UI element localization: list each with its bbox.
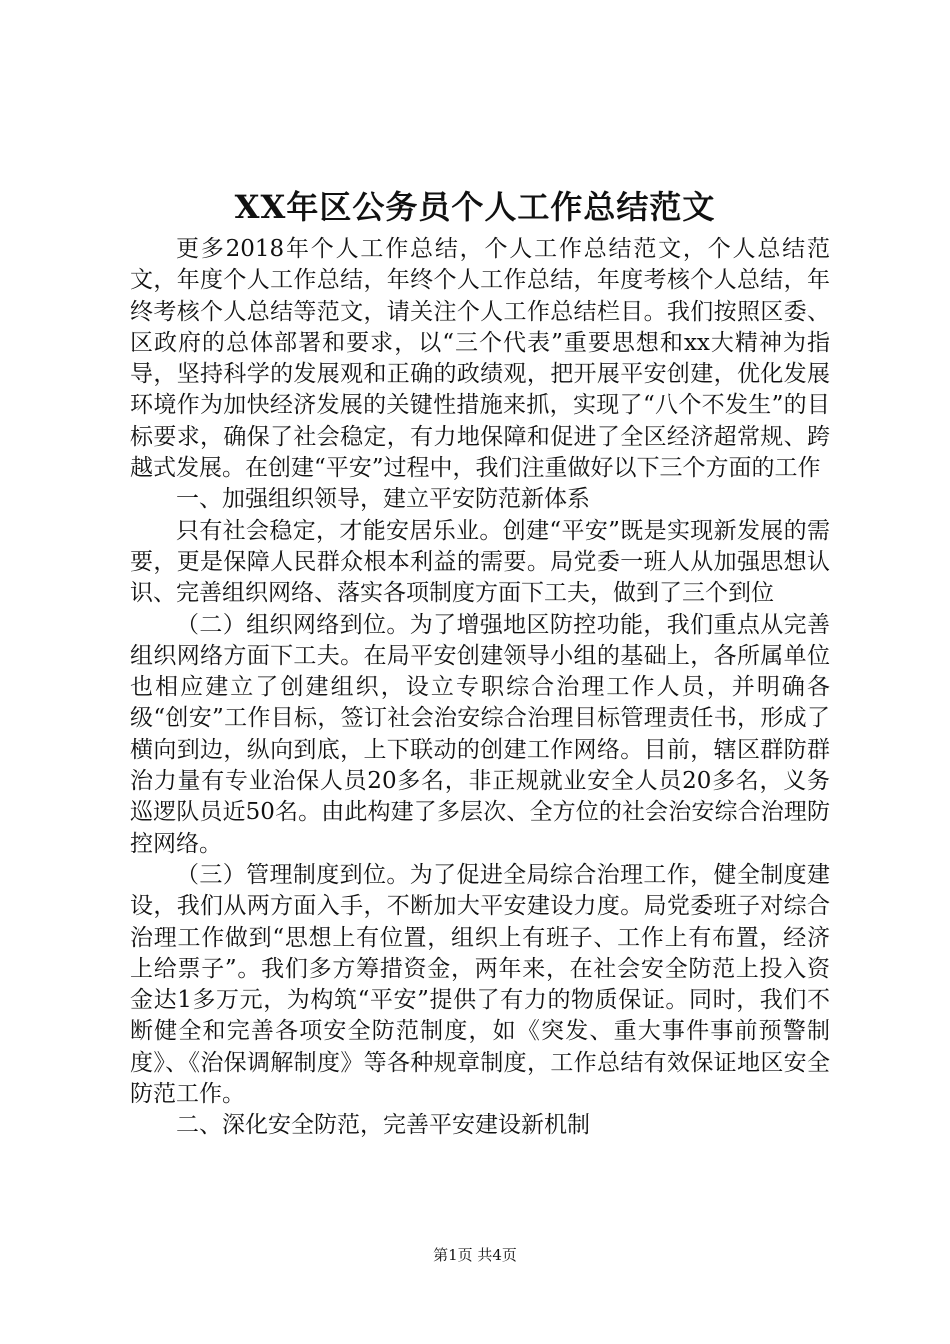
- section-heading-1: 一、加强组织领导，建立平安防范新体系: [176, 486, 590, 513]
- paragraph-system: （三）管理制度到位。为了促进全局综合治理工作，健全制度建设，我们从两方面入手，不断加大平安建设力度。局党委班子对综合治理工作做到“思想上有位置，组织上有班子、工作上有布置，经济上给票子”。我们多方筹措资金，两年来，在社会安全防范上投入资金达1多万元，为构筑“平安”提供了有力的物质保证。同时，我们不断健全和完善各项安全防范制度，如《突发、重大事件事前预警制度》、《治保调解制度》等各种规章制度，工作总结有效保证地区安全防范工作。: [130, 861, 830, 1108]
- paragraph-stability: 只有社会稳定，才能安居乐业。创建“平安”既是实现新发展的需要，更是保障人民群众根本利益的需要。局党委一班人从加强思想认识、完善组织网络、落实各项制度方面下工夫，做到了三个到位: [130, 517, 830, 607]
- document-body: [130, 234, 830, 1142]
- paragraph-intro: 更多2018年个人工作总结，个人工作总结范文，个人总结范文，年度个人工作总结，年终个人工作总结，年度考核个人总结，年终考核个人总结等范文，请关注个人工作总结栏目。我们按照区委、区政府的总体部署和要求，以“三个代表”重要思想和xx大精神为指导，坚持科学的发展观和正确的政绩观，把开展平安创建，优化发展环境作为加快经济发展的关键性措施来抓，实现了“八个不发生”的目标要求，确保了社会稳定，有力地保障和促进了全区经济超常规、跨越式发展。在创建“平安”过程中，我们注重做好以下三个方面的工作: [130, 236, 830, 482]
- page-number-footer: 第1页 共4页: [433, 1246, 517, 1264]
- paragraph-network: （二）组织网络到位。为了增强地区防控功能，我们重点从完善组织网络方面下工夫。在局平安创建领导小组的基础上，各所属单位也相应建立了创建组织，设立专职综合治理工作人员，并明确各级“创安”工作目标，签订社会治安综合治理目标管理责任书，形成了横向到边，纵向到底，上下联动的创建工作网络。目前，辖区群防群治力量有专业治保人员20多名，非正规就业安全人员20多名，义务巡逻队员近50名。由此构建了多层次、全方位的社会治安综合治理防控网络。: [130, 611, 830, 857]
- document-title: XX年区公务员个人工作总结范文: [234, 188, 716, 226]
- section-heading-2: 二、深化安全防范，完善平安建设新机制: [176, 1112, 590, 1139]
